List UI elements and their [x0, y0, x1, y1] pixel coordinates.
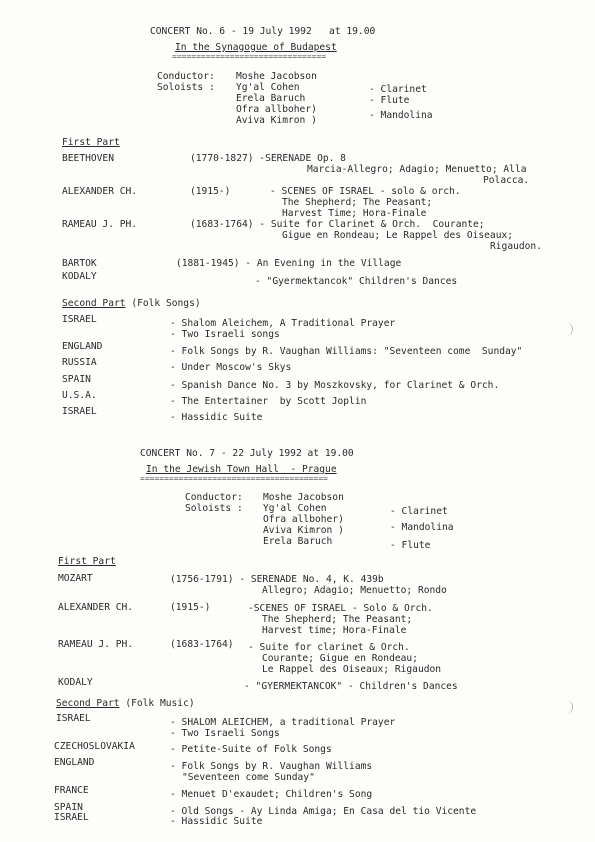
concert-2-soloist: Erela Baruch: [263, 536, 333, 547]
concert-2-song: - Two Israeli Songs: [170, 728, 280, 739]
concert-2-country: ISRAEL: [56, 713, 91, 724]
concert-1-song: - Hassidic Suite: [170, 412, 263, 423]
punch-hole-mark: [566, 322, 573, 336]
concert-1-work-detail: Harvest Time; Hora-Finale: [282, 208, 427, 219]
concert-2-song: - Folk Songs by R. Vaughan Williams: [170, 761, 373, 772]
concert-1-song: - Folk Songs by R. Vaughan Williams: "Seventeen come Sunday": [170, 346, 523, 357]
concert-1-soloists-label: Soloists :: [157, 82, 215, 93]
concert-2-composer: KODALY: [58, 677, 93, 688]
concert-1-soloist: Erela Baruch: [236, 93, 306, 104]
concert-2-instrument: - Clarinet: [390, 506, 448, 517]
concert-1-work-detail: Polacca.: [483, 175, 530, 186]
concert-2-work: -SCENES OF ISRAEL - Solo & Orch.: [248, 603, 433, 614]
concert-2-venue: In the Jewish Town Hall - Prague: [146, 464, 337, 475]
concert-2-soloist: Aviva Kimron ): [263, 525, 344, 536]
concert-1-country: SPAIN: [62, 374, 91, 385]
concert-1-header: CONCERT No. 6 - 19 July 1992 at 19.00: [150, 26, 376, 37]
concert-1-instrument: - Mandolina: [369, 110, 433, 121]
concert-2-soloists-label: Soloists :: [185, 503, 243, 514]
concert-1-conductor-label: Conductor:: [157, 71, 215, 82]
concert-1-soloist: Yg'al Cohen: [236, 82, 300, 93]
concert-2-composer: ALEXANDER CH.: [58, 602, 134, 613]
concert-1-work-detail: Rigaudon.: [490, 241, 542, 252]
concert-2-country: CZECHOSLOVAKIA: [54, 741, 135, 752]
concert-2-underline: =======================================: [140, 474, 328, 483]
concert-2-dates: (1683-1764): [170, 639, 234, 650]
concert-2-work-detail: Harvest time; Hora-Finale: [262, 625, 407, 636]
concert-1-second-part-heading: [62, 298, 201, 309]
concert-1-country: ISRAEL: [62, 314, 97, 325]
concert-1-work-detail: Gigue en Rondeau; Le Rappel des Oiseaux;: [282, 230, 514, 241]
concert-2-country: SPAIN: [54, 802, 83, 813]
concert-2-instrument: - Mandolina: [390, 522, 454, 533]
concert-1-composer: BEETHOVEN: [62, 153, 114, 164]
concert-2-work-detail: Le Rappel des Oiseaux; Rigaudon: [262, 664, 442, 675]
concert-1-song: - Shalom Aleichem, A Traditional Prayer: [170, 318, 396, 329]
concert-2-composer: MOZART: [58, 573, 93, 584]
concert-1-work-detail: The Shepherd; The Peasant;: [282, 197, 433, 208]
concert-1-conductor-name: Moshe Jacobson: [236, 71, 317, 82]
concert-2-country: FRANCE: [54, 785, 89, 796]
concert-2-second-part-heading: [56, 698, 195, 709]
concert-1-underline: ================================: [172, 52, 327, 61]
concert-2-song: - Old Songs - Ay Linda Amiga; En Casa del tio Vicente: [170, 806, 477, 817]
concert-2-soloist: Yg'al Cohen: [263, 503, 327, 514]
concert-1-song: - Two Israeli songs: [170, 329, 280, 340]
concert-2-instrument: - Flute: [390, 540, 431, 551]
concert-1-work: - "Gyermektancok" Children's Dances: [255, 276, 458, 287]
concert-1-country: ISRAEL: [62, 406, 97, 417]
concert-2-second-part-note: (Folk Music): [125, 698, 195, 709]
concert-2-soloist: Ofra allboher): [263, 514, 344, 525]
concert-1-instrument: - Flute: [369, 95, 410, 106]
concert-2-country: ENGLAND: [54, 757, 95, 768]
concert-1-composer: ALEXANDER CH.: [62, 186, 138, 197]
concert-2-work: (1756-1791) - SERENADE No. 4, K. 439b: [170, 574, 384, 585]
concert-1-work: (1683-1764) - Suite for Clarinet & Orch. Courante;: [190, 219, 485, 230]
concert-1-composer: RAMEAU J. PH.: [62, 219, 138, 230]
concert-2-song: - Hassidic Suite: [170, 816, 263, 827]
concert-1-country: RUSSIA: [62, 357, 97, 368]
concert-2-work: - "GYERMEKTANCOK" - Children's Dances: [244, 681, 458, 692]
concert-1-second-part-note: (Folk Songs): [131, 298, 201, 309]
concert-1-dates: (1915-): [190, 186, 231, 197]
concert-2-work-detail: The Shepherd; The Peasant;: [262, 614, 413, 625]
concert-2-song: - Petite-Suite of Folk Songs: [170, 744, 332, 755]
concert-2-dates: (1915-): [170, 602, 211, 613]
concert-2-country: ISRAEL: [54, 812, 89, 823]
concert-2-first-part-title: First Part: [58, 556, 116, 567]
concert-1-composer: KODALY: [62, 271, 97, 282]
concert-1-venue: In the Synagogue of Budapest: [175, 42, 337, 53]
concert-2-conductor-label: Conductor:: [185, 492, 243, 503]
concert-2-work-detail: Allegro; Adagio; Menuetto; Rondo: [262, 585, 447, 596]
concert-1-work: (1881-1945) - An Evening in the Village: [176, 258, 402, 269]
concert-1-country: U.S.A.: [62, 390, 97, 401]
concert-2-song: - Menuet D'exaudet; Children's Song: [170, 789, 373, 800]
concert-1-composer: BARTOK: [62, 258, 97, 269]
concert-2-composer: RAMEAU J. PH.: [58, 639, 134, 650]
concert-1-work: - SCENES OF ISRAEL - solo & orch.: [270, 186, 461, 197]
concert-1-second-part-title: Second Part: [62, 298, 126, 309]
concert-1-instrument: - Clarinet: [369, 84, 427, 95]
concert-1-song: - Under Moscow's Skys: [170, 362, 292, 373]
concert-2-song: "Seventeen come Sunday": [182, 772, 315, 783]
concert-1-work: (1770-1827) -SERENADE Op. 8: [190, 153, 346, 164]
punch-hole-mark: [566, 700, 573, 714]
concert-1-song: - The Entertainer by Scott Joplin: [170, 396, 367, 407]
concert-1-soloist: Ofra allboher): [236, 104, 317, 115]
concert-1-soloist: Aviva Kimron ): [236, 115, 317, 126]
concert-2-work: - Suite for clarinet & Orch.: [248, 642, 410, 653]
concert-2-conductor-name: Moshe Jacobson: [263, 492, 344, 503]
concert-1-song: - Spanish Dance No. 3 by Moszkovsky, for Clarinet & Orch.: [170, 380, 500, 391]
concert-1-first-part-title: First Part: [62, 137, 120, 148]
concert-2-second-part-title: Second Part: [56, 698, 120, 709]
concert-1-country: ENGLAND: [62, 341, 103, 352]
concert-1-work-detail: Marcia-Allegro; Adagio; Menuetto; Alla: [307, 164, 527, 175]
concert-2-song: - SHALOM ALEICHEM, a traditional Prayer: [170, 717, 396, 728]
concert-2-work-detail: Courante; Gigue en Rondeau;: [262, 653, 418, 664]
concert-2-header: CONCERT No. 7 - 22 July 1992 at 19.00: [140, 448, 354, 459]
